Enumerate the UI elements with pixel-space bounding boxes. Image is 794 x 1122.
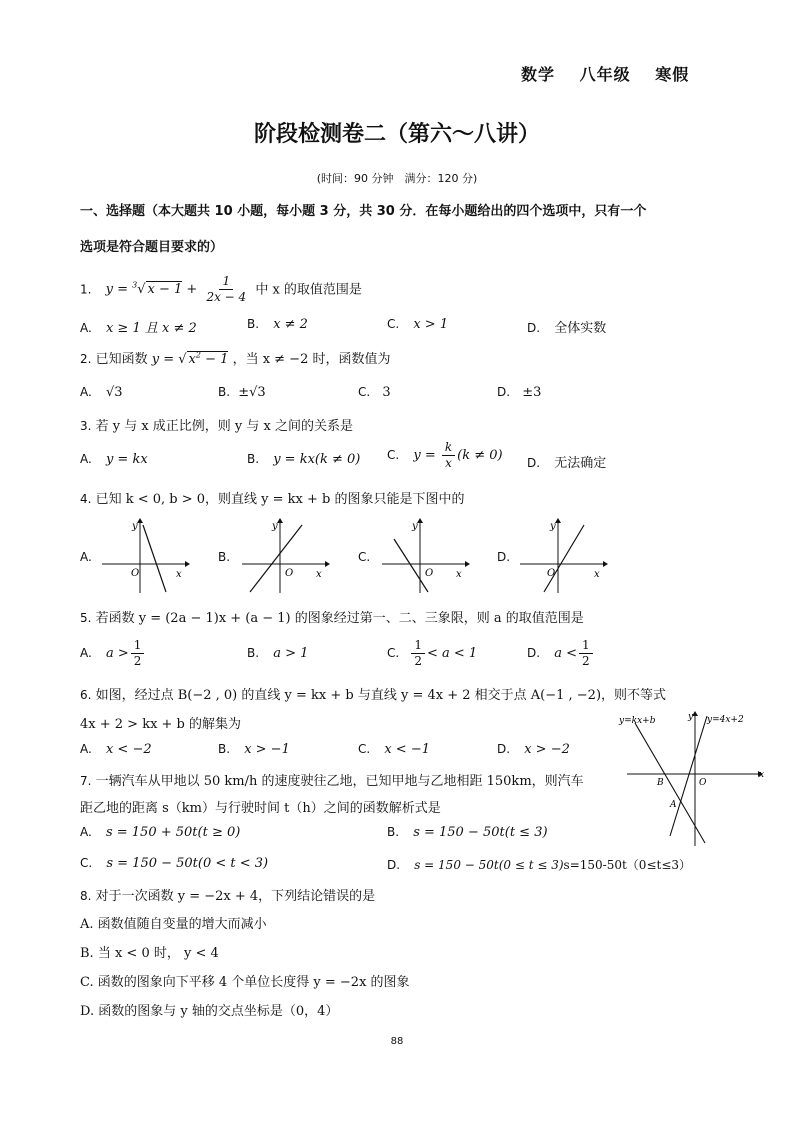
q3-option-a: A. y = kx: [80, 452, 148, 467]
q5-option-c: C. $\frac{1}{2}$ < a < 1: [387, 638, 478, 668]
svg-text:y=4x+2: y=4x+2: [707, 715, 744, 725]
section-heading-line1: 一、选择题（本大题共 10 小题，每小题 3 分，共 30 分．在每小题给出的四个选项中，只有一个: [80, 204, 647, 219]
q1-option-a: A. x ≥ 1 且 x ≠ 2: [80, 321, 197, 336]
q7-option-a: A. s = 150 + 50t(t ≥ 0): [80, 825, 241, 840]
q2-formula: y = √ $x^2 - 1$: [151, 350, 229, 367]
q2-option-b: B. ±√3: [218, 385, 266, 400]
section-heading-line2: 选项是符合题目要求的）: [80, 240, 224, 255]
q6-number: 6.: [80, 688, 92, 702]
q1-option-d: D. 全体实数: [527, 321, 607, 336]
q5-stem: 若函数 y = (2a − 1)x + (a − 1) 的图象经过第一、二、三象限，则 a 的取值范围是: [95, 611, 584, 626]
q3-option-b: B. y = kx(k ≠ 0): [247, 452, 361, 467]
q7-stem-line1: 一辆汽车从甲地以 50 km/h 的速度驶往乙地，已知甲地与乙地相距 150km，则汽车: [95, 774, 584, 789]
q6-option-a: A. x < −2: [80, 742, 152, 757]
question-5: [80, 607, 584, 626]
question-8: [80, 885, 375, 904]
q4-option-d-label: D.: [497, 550, 511, 564]
q2-option-d: D. ±3: [497, 385, 542, 400]
header-term: 寒假: [655, 65, 690, 84]
question-4: [80, 488, 465, 507]
q8-item-d: D. 函数的图象与 y 轴的交点坐标是（0，4）: [80, 1004, 339, 1019]
q8-stem: 对于一次函数 y = −2x + 4，下列结论错误的是: [95, 889, 376, 904]
svg-text:O: O: [547, 568, 556, 579]
question-6: [80, 684, 666, 703]
svg-text:x: x: [759, 770, 765, 780]
q8-item-b: B. 当 x < 0 时， y < 4: [80, 946, 219, 961]
q4-option-c-label: C.: [358, 550, 371, 564]
q4-option-a-label: A.: [80, 550, 92, 564]
q5-option-b: B. a > 1: [247, 646, 309, 661]
q7-option-d: D. s = 150 − 50t(0 ≤ t ≤ 3)s=150-50t（0≤t≤3）: [387, 858, 692, 872]
svg-text:y: y: [272, 521, 278, 532]
question-1: [80, 270, 362, 306]
q6-stem-line2: 4x + 2 > kx + b 的解集为: [80, 717, 242, 732]
time-info: (时间：90 分钟 满分：120 分): [316, 172, 478, 185]
q2-option-a: A. √3: [80, 385, 123, 400]
q2-option-c: C. 3: [358, 385, 391, 400]
q7-option-c: C. s = 150 − 50t(0 < t < 3): [80, 856, 269, 871]
header-grade: 八年级: [579, 65, 631, 84]
svg-text:O: O: [425, 568, 434, 579]
q6-option-b: B. x > −1: [218, 742, 290, 757]
q3-stem: 若 y 与 x 成正比例，则 y 与 x 之间的关系是: [95, 419, 354, 434]
svg-text:O: O: [285, 568, 294, 579]
q1-formula: y = $^3$√ x − 1 + $\frac{1}{2x - 4}$: [105, 274, 247, 305]
svg-text:x: x: [594, 569, 600, 580]
q3-option-c: C. y = $\frac{k}{x}$ (k ≠ 0): [387, 440, 503, 470]
q6-stem-line1: 如图，经过点 B(−2 , 0) 的直线 y = kx + b 与直线 y = 4x + 2 相交于点 A(−1 , −2)，则不等式: [95, 688, 667, 703]
q7-number: 7.: [80, 774, 92, 788]
q4-graph-b: [240, 517, 330, 595]
q6-figure: [615, 708, 765, 848]
svg-text:O: O: [131, 568, 140, 579]
q2-number: 2.: [80, 352, 92, 366]
svg-text:y: y: [132, 521, 138, 532]
q4-graph-a: [100, 517, 190, 595]
q1-option-c: C. x > 1: [387, 317, 449, 332]
question-7: [80, 770, 584, 789]
question-2: 2. 已知函数 y = √ $x^2 - 1$ ，当 x ≠ −2 时，函数值为: [80, 350, 391, 367]
q1-option-b: B. x ≠ 2: [247, 317, 308, 332]
q5-number: 5.: [80, 611, 92, 625]
svg-text:y: y: [412, 521, 418, 532]
q4-option-b-label: B.: [218, 550, 231, 564]
q6-option-c: C. x < −1: [358, 742, 430, 757]
q6-option-d: D. x > −2: [497, 742, 570, 757]
page-number: 88: [390, 1036, 404, 1047]
q8-item-c: C. 函数的图象向下平移 4 个单位长度得 y = −2x 的图象: [80, 975, 410, 990]
svg-text:y=kx+b: y=kx+b: [619, 716, 656, 726]
q1-number: 1.: [80, 282, 92, 297]
q1-stem: 中 x 的取值范围是: [255, 282, 362, 298]
svg-text:y: y: [688, 712, 694, 722]
q7-option-b: B. s = 150 − 50t(t ≤ 3): [387, 825, 548, 840]
header: [521, 62, 707, 85]
svg-text:x: x: [316, 569, 322, 580]
svg-text:x: x: [456, 569, 462, 580]
q3-option-d: D. 无法确定: [527, 456, 607, 471]
q3-number: 3.: [80, 419, 92, 433]
page-title: 阶段检测卷二（第六～八讲）: [253, 122, 540, 147]
q5-option-a: A. a > $\frac{1}{2}$: [80, 638, 146, 669]
q5-option-d: D. a < $\frac{1}{2}$: [527, 638, 595, 669]
svg-text:x: x: [176, 569, 182, 580]
q4-number: 4.: [80, 492, 92, 506]
svg-text:y: y: [550, 521, 556, 532]
q8-item-a: A. 函数值随自变量的增大而减小: [80, 917, 267, 932]
header-subject: 数学: [521, 65, 556, 84]
q7-stem-line2: 距乙地的距离 s（km）与行驶时间 t（h）之间的函数解析式是: [80, 801, 441, 816]
q4-graph-c: [380, 517, 470, 595]
q8-number: 8.: [80, 889, 92, 903]
svg-text:O: O: [699, 778, 707, 788]
svg-text:A: A: [670, 800, 677, 810]
q4-graph-d: [518, 517, 608, 595]
q4-stem: 已知 k < 0, b > 0，则直线 y = kx + b 的图象只能是下图中的: [95, 492, 465, 507]
svg-text:B: B: [657, 778, 664, 788]
question-3: [80, 415, 353, 434]
